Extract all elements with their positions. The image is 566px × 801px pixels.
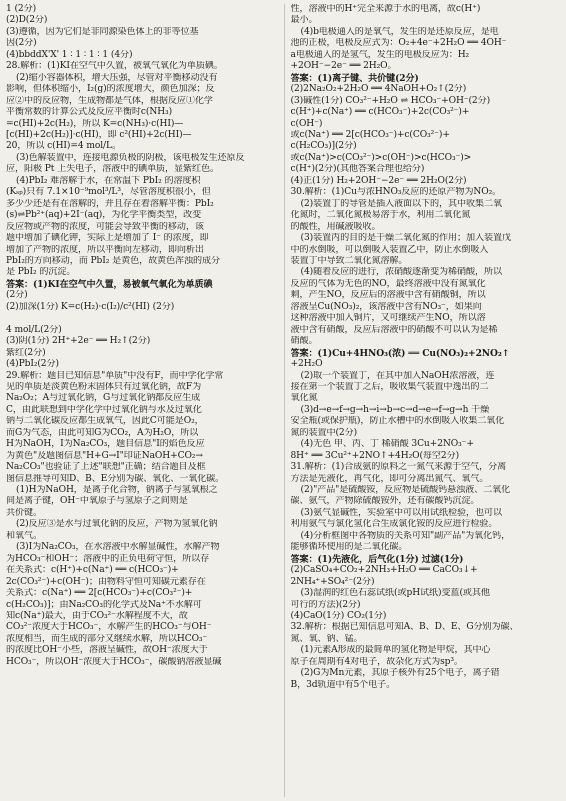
left-text-line: (3)I为Na₂CO₃，在水溶液中水解显碱性，水解产物 [16,542,220,553]
left-text-line: (2)D(2分) [6,15,48,26]
right-text-line: 这种溶液中加入铜片，又可继续产生NO，所以溶 [290,313,486,324]
right-text-line: 氧化氮 [290,393,318,404]
right-text-line: 8H⁺ ══ 3Cu²⁺+2NO↑+4H₂O(每空2分) [290,450,460,461]
right-text-line: (3)装置丙的目的是干燥二氧化氮的作用；加入装置戊 [300,233,511,244]
right-text-line: +2H₂O [290,359,323,370]
left-text-line: HCO₃⁻，所以OH⁻浓度大于HCO₃⁻，碳酸钠溶液显碱 [6,656,222,667]
right-text-line: 方法是先液化，再气化，即可分离出氮气、氧气。 [290,473,489,484]
left-text-line: Na₂O₂；A与过氧化钠，G与过氧化钠都反应生成 [6,393,201,404]
left-text-line: 28.解析：(1)KI在空气中久置，被氧气氧化为单质碘。 [6,61,223,72]
right-text-line: c(OH⁻) [290,118,323,129]
right-text-line: a电极通入的是氢气，发生的电极反应为：H₂ [290,49,470,60]
left-text-line: 见的单质是淡黄色粉末固体只有过氧化钠，故F为 [6,381,202,392]
right-text-line: 安全瓶(或保护瓶)，防止水槽中的水倒吸入收集二氧化 [290,416,505,427]
right-text-line: 答案：(1)先液化，后气化(1分) 过滤(1分) [290,553,464,565]
right-text-line: 或c(Na⁺)>c(CO₃²⁻)>c(OH⁻)>c(HCO₃⁻)> [290,152,472,163]
left-text-line: 应②中的反应物，生成物都是气体，根据反应①化学 [6,95,213,106]
left-text-line: 答案：(1)KI在空气中久置，易被氧气氧化为单质碘 [6,278,213,290]
left-text-line: 在关系式：c(H⁺)+c(Na⁺) ══ c(HCO₃⁻)+ [6,565,179,576]
right-text-line: 可行的方法)(2分) [290,599,361,610]
right-text-line: (2)2Na₂O₂+2H₂O ══ 4NaOH+O₂↑(2分) [290,84,467,95]
left-text-line: 浓度相当，而生成的部分又继续水解，所以HCO₃⁻ [6,633,208,644]
right-text-line: (3)碱性(1分) CO₃²⁻+H₂O ⇌ HCO₃⁻+OH⁻(2分) [290,95,491,106]
right-text-line: 最小。 [290,15,318,26]
left-text-line: 间是离子键，OH⁻中氧原子与氢原子之间则是 [6,496,188,507]
right-text-line: B，3d轨道中有5个电子。 [290,679,396,690]
right-column [284,4,561,797]
right-text-line: 2NH₄⁺+SO₄²⁻(2分) [290,576,375,587]
left-text-line: 图信息推导可知D、B、E分别为碳、氧化、一氧化碳。 [6,473,225,484]
right-text-line: 原子在周期有4对电子，故杂化方式为sp³。 [290,656,463,667]
right-text-line: 硝酸。 [290,336,318,347]
right-text-line: (2)CaSO₄+CO₂+2NH₃+H₂O ══ CaCO₃↓+ [290,565,478,576]
left-text-line: CO₃²⁻浓度大于HCO₃⁻，水解产生的HCO₃⁻与OH⁻ [6,622,212,633]
left-text-line: 题中增加了碘化钾，实际上是增加了 I⁻ 的浓度，即 [6,233,209,244]
right-text-line: (4)无色 甲、丙、丁 稀硝酸 3Cu+2NO₃⁻+ [300,439,474,450]
right-text-line: (4)CaO(1分) CO₂(1分) [290,611,387,622]
left-text-line: (s)⇌Pb²⁺(aq)+2I⁻(aq)，为化学平衡类型，改变 [6,210,202,221]
left-text-line: (Kₛₚ)只有 7.1×10⁻⁹mol³/L³，尽管溶度积很小，但 [6,187,211,198]
left-text-line: 29.解析：题目已知信息"单质"中没有F，而中学化学常 [6,370,224,381]
left-text-line: (3)色解装置中，连接电源负极的阴极，该电极发生还原反 [16,152,245,163]
left-text-line: 共价键。 [6,507,42,518]
right-text-line: (4)正(1分) H₂+2OH⁻−2e⁻ ══ 2H₂O(2分) [290,175,467,186]
right-text-line: (1)元素A形成的最简单的氢化物是甲烷，其中心 [300,645,491,656]
left-text-line: 4 mol/L(2分) [6,324,62,335]
right-text-line: 池的正极，电极反应式为：O₂+4e⁻+2H₂O ══ 4OH⁻ [290,38,507,49]
right-text-line: 反应的气体为无色的NO，最终溶液中没有氮氧化 [290,278,486,289]
left-text-line: (2)缩小容器体积，增大压强，尽管对平衡移动没有 [16,72,218,83]
right-text-line: (4)随着反应的进行，浓硝酸逐渐变为稀硝酸，所以 [300,267,502,278]
right-text-line: 的酸性，用碱液吸收。 [290,221,381,232]
right-text-line: 氮的装置中(2分) [290,427,358,438]
left-text-line: (1)H为NaOH，是离子化合物，钠离子与氢氧根之 [16,485,218,496]
right-text-line: 利用氨气与氯化氢化合生成氯化铵的反应进行检验。 [290,519,498,530]
right-text-line: 接在第一个装置丁之后，吸收集气装置中逸出的二 [290,381,489,392]
left-text-line: 2c(CO₃²⁻)+c(OH⁻)；由物料守恒可知碳元素存在 [6,576,206,587]
left-text-line: Na₂CO₃"也验证了上述"联想"正确；结合题目及框 [6,462,206,473]
left-text-line: 为黄色"及题图信息"H+G→I"印证NaOH+CO₂→ [6,450,203,461]
right-text-line: 溶液呈Cu(NO₃)₂，该溶液中含有NO₃⁻，如果向 [290,301,482,312]
right-text-line: 装置丁中导致二氧化氮溶解。 [290,255,408,266]
left-column [6,4,276,797]
right-text-line: 能够循环使用的是二氧化碳。 [290,542,408,553]
left-text-line: (4)bbddX'X' 1 ∶ 1 ∶ 1 ∶ 1 (4分) [6,49,133,60]
left-text-line: (2)加深(1分) K=c(H₂)·c(I₂)/c²(HI) (2分) [6,301,175,312]
left-text-line: 为HCO₃⁻和OH⁻；溶液中的正负电荷守恒，所以存 [6,553,210,564]
left-text-line: 的浓度比OH⁻小些，溶液呈碱性，故OH⁻浓度大于 [6,645,208,656]
left-text-line: 1 (2分) [6,4,37,14]
left-text-line: c(H₂CO₃)]；由Na₂CO₃的化学式及Na⁺不水解可 [6,599,202,610]
left-text-line: 影响，但体积缩小，I₂(g)的浓度增大，颜色加深；反 [6,84,215,95]
left-text-line: 因(2分) [6,38,37,49]
right-text-line: (2)"产品"是硫酸铵，反应物是硫酸钙悬浊液、二氧化 [300,485,511,496]
left-text-line: 是 PbI₂ 的沉淀。 [6,267,76,278]
left-text-line: (4)PbI₂ 难溶解于水，在常温下 PbI₂ 的溶度积 [16,175,201,186]
right-text-line: (3)氨气显碱性，实验室中可以用试纸检验，也可以 [300,507,502,518]
left-text-line: 知c(Na⁺)最大，由于CO₃²⁻水解程度不大，故 [6,611,188,622]
left-text-line: 紫红(2分) [6,347,46,358]
left-text-line: 关系式：c(Na⁺) ══ 2[c(HCO₃⁻)+c(CO₃²⁻)+ [6,588,193,599]
left-text-line: (3)阴(1分) 2H⁺+2e⁻ ══ H₂↑(2分) [6,336,151,347]
right-text-line: 氮、氧、钠、锰。 [290,633,363,644]
right-text-line: (4)分析框图中各物质的关系可知"副产品"为氧化钙， [300,530,511,541]
left-text-line: =c(HI)+2c(H₂)，所以 K=c(NH₃)·c(HI)— [6,118,184,129]
right-text-line: (3)湿润的红色石蕊试纸(或pH试纸)变蓝(或其他 [300,588,490,599]
right-text-line: (2)装置丁的导管是插入液面以下的，其中收集二氧 [300,198,502,209]
right-text-line: 32.解析：根据已知信息可知A、B、D、E、G分别为碳、 [290,622,519,633]
right-text-line: 答案：(1)离子键、共价键(2分) [290,72,419,84]
right-text-line: 碳、氨气，产物除硫酸铵外，还有碳酸钙沉淀。 [290,496,480,507]
right-text-line: c(H⁺)(2分)(其他答案合理也给分) [290,164,425,175]
left-text-line: 和氧气。 [6,530,42,541]
left-text-line: 多少少还是有在溶解的，并且存在着溶解平衡：PbI₂ [6,198,214,209]
right-text-line: 答案：(1)Cu+4HNO₃(浓) ══ Cu(NO₃)₂+2NO₂↑ [290,347,510,359]
right-text-line: 剩，产生NO，反应后的溶液中含有硝酸铜，所以 [290,290,486,301]
left-text-line: 增加了产物的浓度，所以平衡向左移动，即向析出 [6,244,204,255]
right-text-line: 化氮时，二氧化氮极易溶于水，利用二氧化氮 [290,210,471,221]
left-text-line: (3)遵循，因为它们是非同源染色体上的非等位基 [6,26,199,37]
left-text-line: 平衡常数的计算公式及反应平衡时c(NH₃) [6,107,173,118]
right-text-line: c(H₂CO₃)](2分) [290,141,357,152]
right-text-line: +2OH⁻−2e⁻ ══ 2H₂O。 [290,61,397,72]
right-text-line: c(H⁺)+c(Na⁺) ══ c(HCO₃⁻)+2c(CO₃²⁻)+ [290,107,470,118]
left-text-line: (2分) [6,290,28,301]
right-text-line: 液中含有硝酸，反应后溶液中的硝酸不可以认为是稀 [290,324,498,335]
right-text-line: (4)b电极通入的是氧气，发生的是还原反应，是电 [300,26,499,37]
left-text-line: 应，阳极 Pt 上失电子，溶液中的碘单质，显紫红色。 [6,164,220,175]
left-text-line: [c(HI)+2c(H₂)]·c(HI)，即 c²(HI)+2c(HI)— [6,129,192,140]
right-text-line: (2)G为Mn元素，其原子核外有25个电子，离子错 [300,668,500,679]
right-text-line: 中的水倒吸，可以倒吸入装置乙中，防止水倒吸入 [290,244,489,255]
right-text-line: (3)d→e→f→g→h→i→b→c→d→e→f→g→h 干燥 [300,404,490,415]
right-text-line: 30.解析：(1)Cu与浓HNO₃反应的还原产物为NO₂。 [290,187,502,198]
right-text-line: 31.解析：(1)合成氨的原料之一氮气来源于空气，分离 [290,462,507,473]
left-text-line: 而G为气态，由此可知G为CO₂，A为H₂O，所以 [6,427,199,438]
left-text-line: 20，所以 c(HI)=4 mol/L。 [6,141,121,152]
right-text-line: 性，溶液中的H⁺完全来源于水的电离，故c(H⁺) [290,4,481,14]
left-text-line: C，由此联想到中学化学中过氧化钠与水及过氧化 [6,404,202,415]
left-text-line: 钠与二氧化碳反应都生成氧气，因此C可能是O₂， [6,416,204,427]
left-text-line: H为NaOH，I为Na₂CO₃，题目信息"I的焰色反应 [6,439,205,450]
left-text-line: PbI₂的方向移动，而 PbI₂ 是黄色，故黄色浑浊的成分 [6,255,221,266]
left-text-line: 反应物或产物的浓度，可能会导致平衡的移动，该 [6,221,204,232]
left-text-line: (2)反应③是水与过氧化钠的反应，产物为氢氧化钠 [16,519,218,530]
left-text-line [6,313,276,324]
right-text-line: 或c(Na⁺) ══ 2[c(HCO₃⁻)+c(CO₃²⁻)+ [290,129,450,140]
left-text-line: (4)PbI₂(2分) [6,359,59,370]
right-text-line: (2)取一个装置丁，在其中加入NaOH浓溶液，连 [300,370,495,381]
